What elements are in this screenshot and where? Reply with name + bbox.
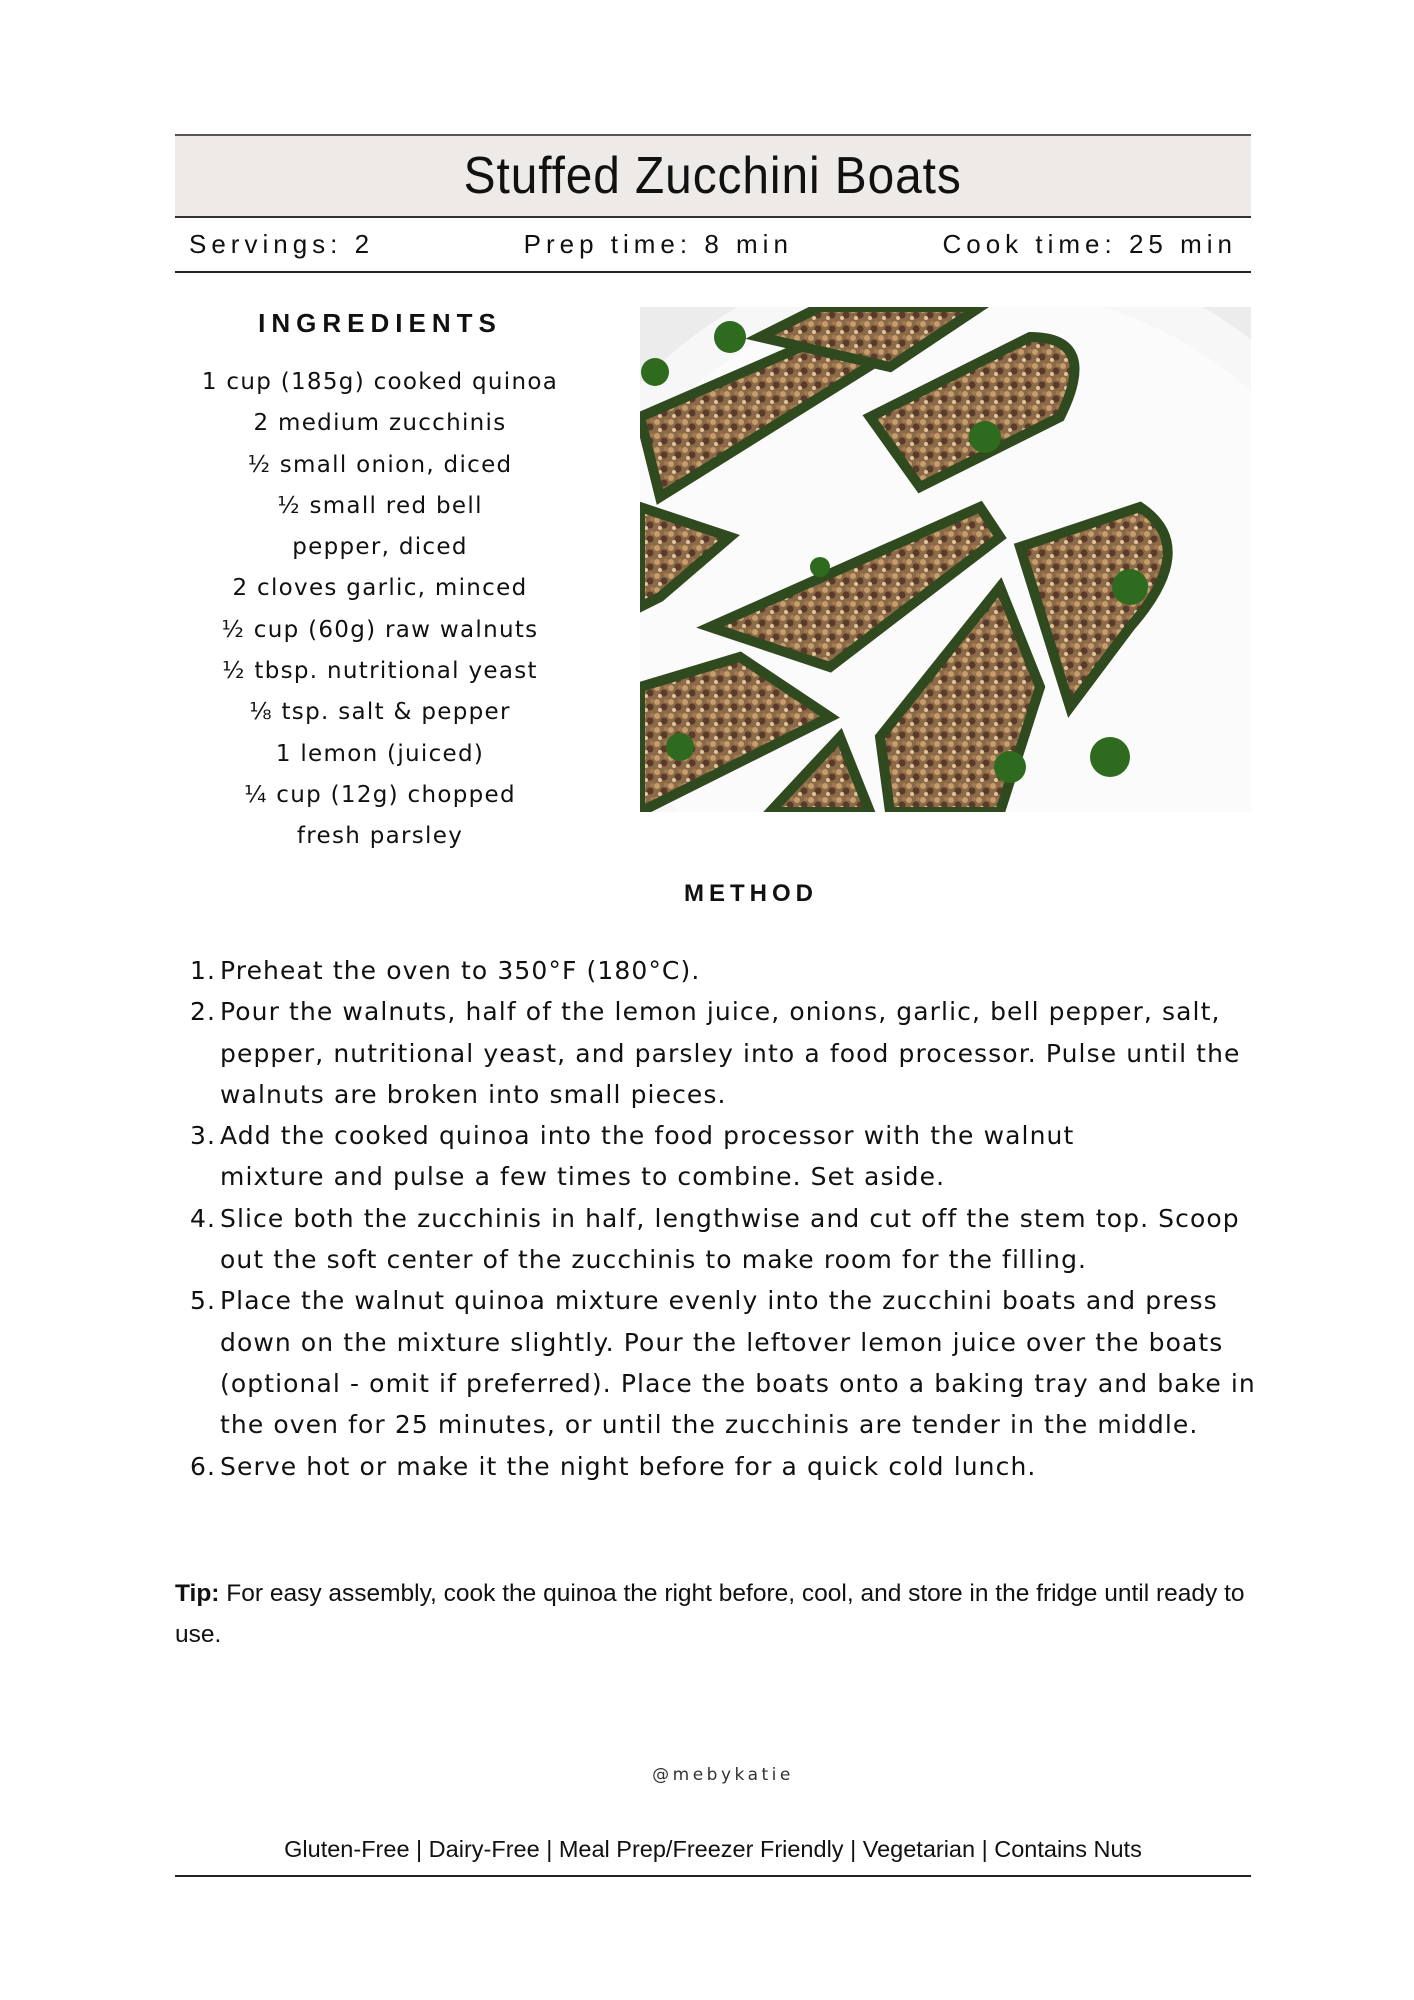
ingredient: 1 lemon (juiced) bbox=[275, 740, 485, 767]
method-step: 4. Slice both the zucchinis in half, lengthwise and cut off the stem top. Scoop out the soft center of the zucchinis to make room for the filling. bbox=[190, 1198, 1260, 1281]
ingredient: ½ small red bell pepper, diced bbox=[277, 492, 483, 561]
ingredient: ½ tbsp. nutritional yeast bbox=[222, 658, 538, 685]
title-bar bbox=[175, 134, 1251, 218]
ingredient: ¼ cup (12g) chopped fresh parsley bbox=[244, 781, 516, 850]
step-text: Add the cooked quinoa into the food processor with the walnut mixture and pulse a few times to combine. Set aside. bbox=[220, 1121, 1075, 1192]
cook-time: Cook time: 25 min bbox=[942, 229, 1237, 259]
ingredient: 2 cloves garlic, minced bbox=[232, 575, 528, 602]
method-step: 3. Add the cooked quinoa into the food processor with the walnut mixture and pulse a few times to combine. Set aside. bbox=[190, 1115, 1260, 1198]
tip bbox=[175, 1573, 1255, 1655]
step-text: Pour the walnuts, half of the lemon juice, onions, garlic, bell pepper, salt, pepper, nutritional yeast, and parsley into a food processor. Pulse until the walnuts are broken into small pieces. bbox=[220, 997, 1241, 1109]
step-text: Preheat the oven to 350°F (180°C). bbox=[220, 956, 701, 985]
method-steps bbox=[190, 950, 1260, 1487]
ingredient: 2 medium zucchinis bbox=[253, 410, 507, 437]
prep-time: Prep time: 8 min bbox=[523, 229, 793, 259]
method-step: 6. Serve hot or make it the night before for a quick cold lunch. bbox=[190, 1446, 1260, 1487]
ingredient: ⅛ tsp. salt & pepper bbox=[249, 699, 511, 726]
ingredient: ½ cup (60g) raw walnuts bbox=[221, 616, 539, 643]
recipe-title: Stuffed Zucchini Boats bbox=[463, 147, 963, 205]
ingredient: ½ small onion, diced bbox=[247, 451, 513, 478]
ingredients-heading: INGREDIENTS bbox=[258, 308, 502, 338]
method-step: 5. Place the walnut quinoa mixture evenly into the zucchini boats and press down on the mixture slightly. Pour the leftover lemon juice over the boats (optional - omit if preferred). Place the boats onto a baking tray and bake in the oven for 25 minutes, or until the zucchinis are tender in the middle. bbox=[190, 1280, 1260, 1445]
recipe-photo bbox=[640, 307, 1251, 812]
social-handle: @mebykatie bbox=[652, 1765, 794, 1785]
method-step: 1. Preheat the oven to 350°F (180°C). bbox=[190, 950, 1260, 991]
ingredient: 1 cup (185g) cooked quinoa bbox=[201, 369, 559, 395]
tip-label: Tip: bbox=[175, 1580, 220, 1607]
step-text: Serve hot or make it the night before for a quick cold lunch. bbox=[220, 1451, 1037, 1481]
method-heading: METHOD bbox=[684, 880, 818, 907]
tip-text: For easy assembly, cook the quinoa the right before, cool, and store in the fridge until ready to use. bbox=[175, 1580, 1245, 1648]
servings: Servings: 2 bbox=[189, 229, 375, 259]
diet-tags: Gluten-Free | Dairy-Free | Meal Prep/Freezer Friendly | Vegetarian | Contains Nuts bbox=[175, 1836, 1251, 1877]
recipe-meta bbox=[175, 218, 1251, 273]
step-text: Place the walnut quinoa mixture evenly into the zucchini boats and press down on the mixture slightly. Pour the leftover lemon juice over the boats (optional - omit if preferred). Place the boats onto a baking tray and bake in the oven for 25 minutes, or until the zucchinis are tender in the middle. bbox=[220, 1286, 1256, 1440]
method-step: 2. Pour the walnuts, half of the lemon juice, onions, garlic, bell pepper, salt, pepper, nutritional yeast, and parsley into a food processor. Pulse until the walnuts are broken into small pieces. bbox=[190, 991, 1260, 1115]
ingredients-list bbox=[195, 362, 565, 858]
step-text: Slice both the zucchinis in half, lengthwise and cut off the stem top. Scoop out the soft center of the zucchinis to make room for the filling. bbox=[220, 1203, 1240, 1275]
